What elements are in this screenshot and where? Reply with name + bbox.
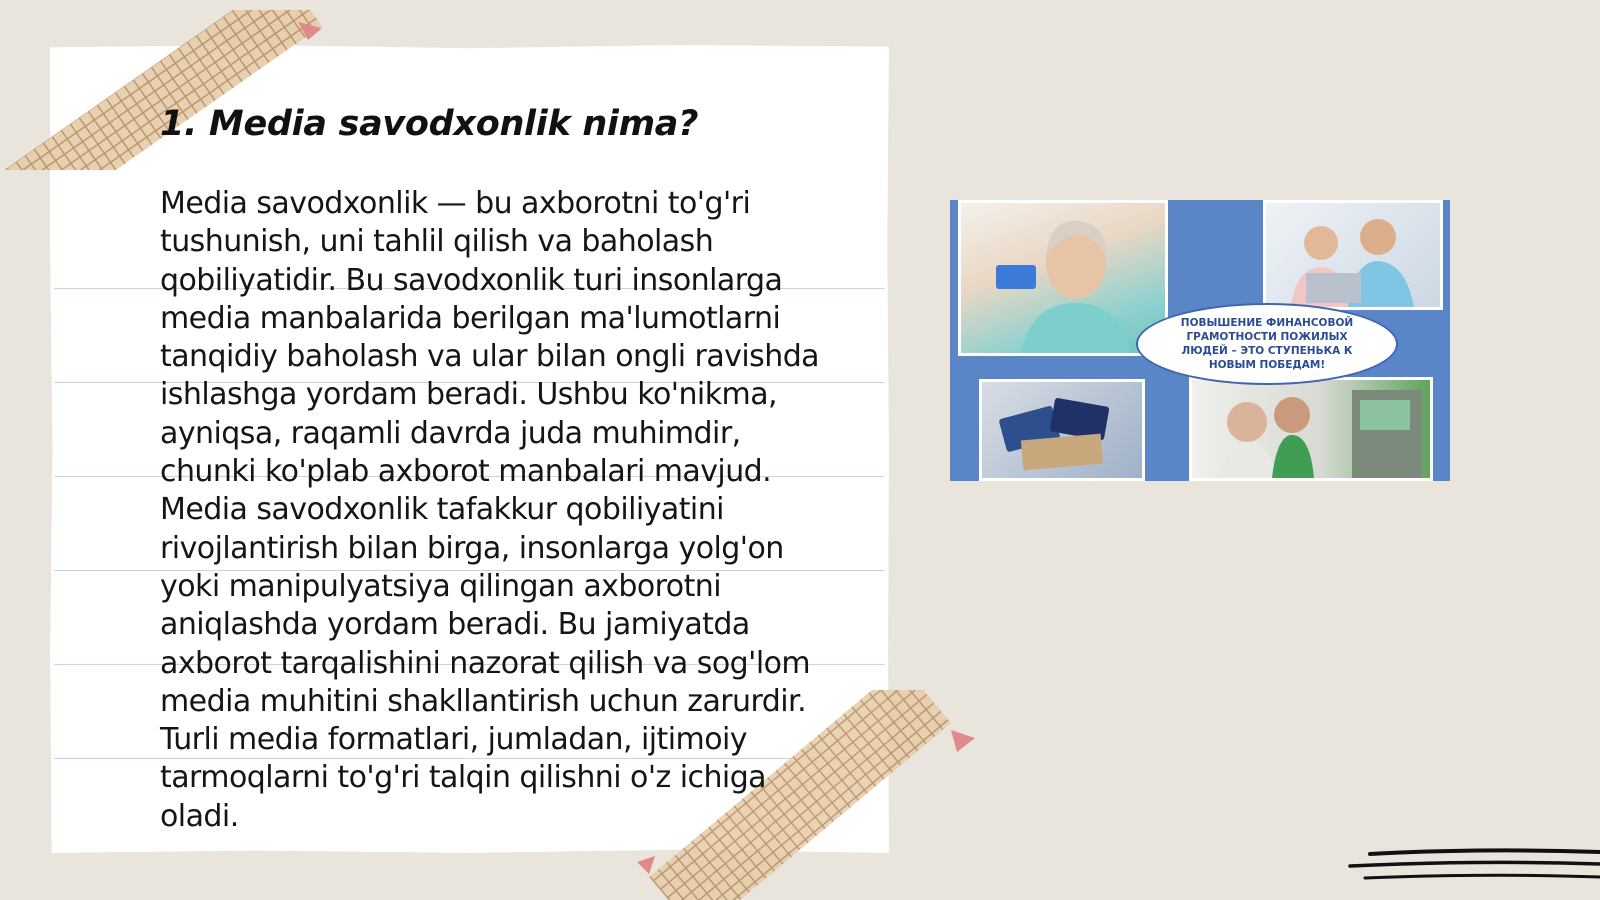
photo-caption-oval: ПОВЫШЕНИЕ ФИНАНСОВОЙ ГРАМОТНОСТИ ПОЖИЛЫХ ЛЮДЕЙ – ЭТО СТУПЕНЬКА К НОВЫМ ПОБЕДАМ!: [1136, 303, 1398, 385]
photo-senior-couple-laptop: [1263, 200, 1443, 310]
slide-body-text: Media savodxonlik — bu axborotni to'g'ri tushunish, uni tahlil qilish va baholash qobiliyatidir. Bu savodxonlik turi insonlarga media manbalarida berilgan ma'lumotlarni tanqidiy baholash va ular bilan ongli ravishda ishlashga yordam beradi. Ushbu ko'nikma, ayniqsa, raqamli davrda juda muhimdir, chunki ko'plab axborot manbalari mavjud. Media savodxonlik tafakkur qobiliyatini rivojlantirish bilan birga, insonlarga yolg'on yoki manipulyatsiya qilingan axborotni aniqlashda yordam beradi. Bu jamiyatda axborot tarqalishini nazorat qilish va sog'lom media muhitini shakllantirish uchun zarurdir. Turli media formatlari, jumladan, ijtimoiy tarmoqlarni to'g'ri talqin qilishni o'z ichiga oladi.: [160, 186, 820, 834]
photo-atm-consultation: [1189, 377, 1433, 481]
photo-bank-cards-money: [979, 379, 1145, 481]
slide-title: 1. Media savodxonlik nima?: [160, 104, 699, 144]
photo-senior-woman-with-card: [958, 200, 1168, 356]
financial-literacy-collage-image: [950, 200, 1450, 481]
decorative-brush-strokes: [1340, 846, 1600, 900]
washi-tape-top-left: [0, 10, 340, 170]
